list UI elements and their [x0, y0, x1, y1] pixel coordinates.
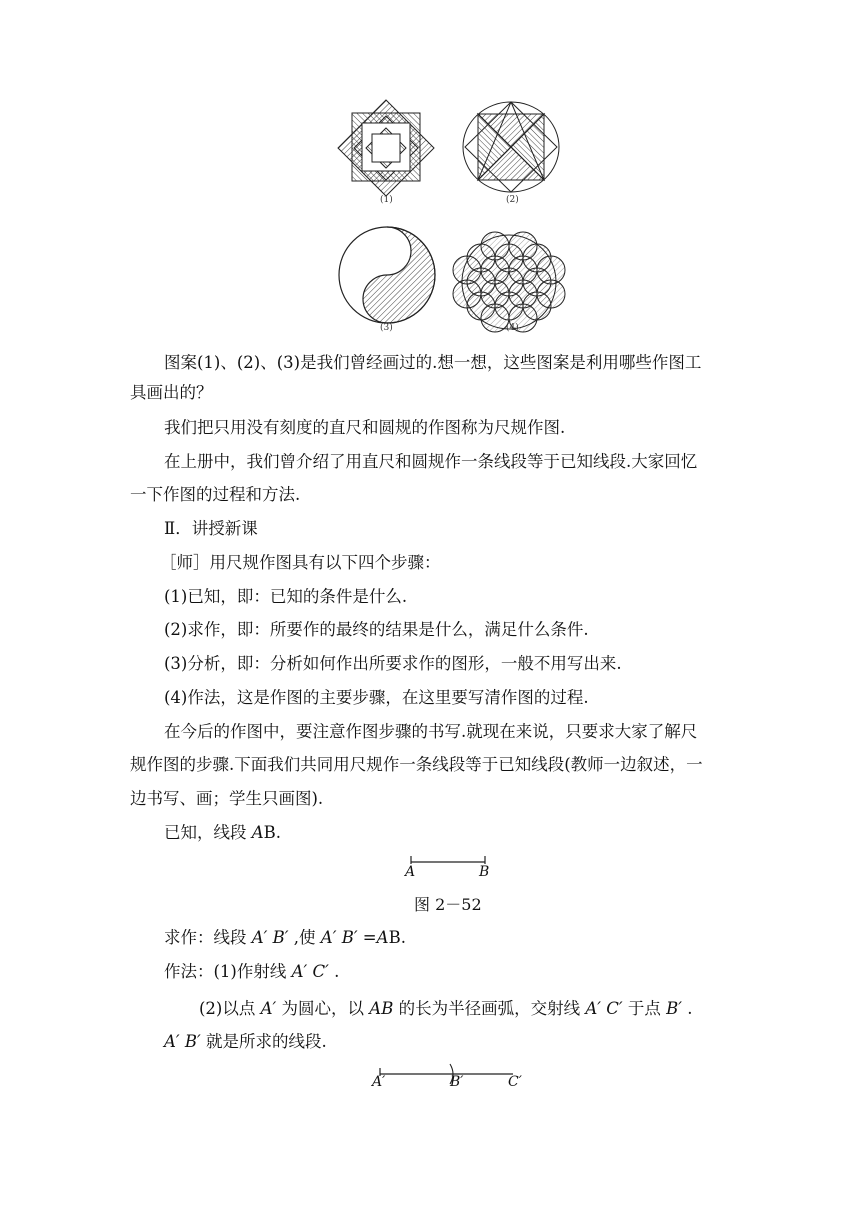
fig52-label-a: A — [405, 864, 416, 880]
goal-eq: = — [357, 928, 377, 947]
method-2-b: 为圆心，以 — [276, 999, 370, 1018]
pattern-2-label: (2) — [506, 195, 519, 205]
method-2-d: 于点 — [622, 999, 667, 1018]
method-1-prefix: 作法：(1)作射线 — [164, 962, 292, 981]
paragraph-3-line-1: 在上册中，我们曾介绍了用直尺和圆规作一条线段等于已知线段.大家回忆 — [164, 452, 698, 471]
goal-prefix: 求作：线段 — [164, 928, 252, 947]
method-1-line — [164, 960, 339, 984]
section-heading: Ⅱ．讲授新课 — [164, 519, 258, 538]
paragraph-1-line-1: 图案(1)、(2)、(3)是我们曾经画过的.想一想，这些图案是利用哪些作图工 — [164, 353, 702, 372]
figure-2-52-segment — [0, 852, 860, 892]
pattern-2-circle — [463, 102, 559, 192]
paragraph-4-line-2: 规作图的步骤.下面我们共同用尺规作一条线段等于已知线段(教师一边叙述，一 — [130, 755, 703, 774]
method-2-c: 的长为半径画弧，交射线 — [393, 999, 586, 1018]
step-1: (1)已知，即：已知的条件是什么. — [164, 587, 408, 606]
method-1-end: . — [328, 962, 340, 981]
figure-caption: 图 2－52 — [414, 895, 482, 914]
final-label-ap: A′ — [372, 1074, 386, 1090]
result-line — [164, 1030, 327, 1054]
known-prefix: 已知，线段 — [164, 823, 252, 842]
method-2-bp: B′ — [666, 999, 682, 1018]
method-2-line — [199, 997, 693, 1021]
method-1-ray: A′ C′ — [291, 962, 329, 981]
fig52-label-b: B — [479, 864, 490, 880]
goal-segment: A′ B′ — [251, 928, 289, 947]
method-2-ab: AB — [369, 999, 394, 1018]
known-b: B. — [263, 823, 282, 842]
paragraph-3-line-2: 一下作图的过程和方法. — [130, 485, 301, 504]
pattern-3-yinyang — [339, 227, 435, 323]
paragraph-4-line-1: 在今后的作图中，要注意作图步骤的书写.就现在来说，只要求大家了解尺 — [164, 722, 698, 741]
paragraph-2: 我们把只用没有刻度的直尺和圆规的作图称为尺规作图. — [164, 418, 566, 437]
pattern-1-squares — [338, 100, 434, 196]
pattern-1-label: (1) — [380, 195, 393, 205]
method-2-point: A′ — [260, 999, 277, 1018]
goal-segment-2: A′ B′ — [320, 928, 358, 947]
step-4: (4)作法，这是作图的主要步骤，在这里要写清作图的过程. — [164, 688, 589, 707]
pattern-3-label: (3) — [380, 323, 393, 333]
final-label-cp: C′ — [508, 1074, 522, 1090]
method-2-a: (2)以点 — [199, 999, 261, 1018]
result-segment: A′ B′ — [164, 1032, 201, 1051]
goal-b: B. — [388, 928, 406, 947]
construction-figure — [0, 1062, 860, 1102]
method-2-ray: A′ C′ — [585, 999, 623, 1018]
paragraph-1-line-2: 具画出的？ — [130, 383, 213, 402]
method-2-e: . — [682, 999, 693, 1018]
goal-line — [164, 926, 406, 950]
pattern-4-circles — [453, 232, 565, 332]
final-label-bp: B′ — [450, 1074, 464, 1090]
paragraph-4-line-3: 边书写、画；学生只画图). — [130, 789, 324, 808]
goal-a: A — [376, 928, 389, 947]
goal-mid: ,使 — [288, 928, 321, 947]
known-a: A — [251, 823, 264, 842]
result-text: 就是所求的线段. — [200, 1032, 327, 1051]
known-line — [164, 821, 281, 845]
pattern-4-label: (4) — [506, 323, 519, 333]
step-3: (3)分析，即：分析如何作出所要求作的图形，一般不用写出来. — [164, 654, 622, 673]
step-2: (2)求作，即：所要作的最终的结果是什么，满足什么条件. — [164, 620, 589, 639]
patterns-figure — [0, 0, 860, 350]
teacher-line: ［师］用尺规作图具有以下四个步骤： — [160, 553, 441, 572]
